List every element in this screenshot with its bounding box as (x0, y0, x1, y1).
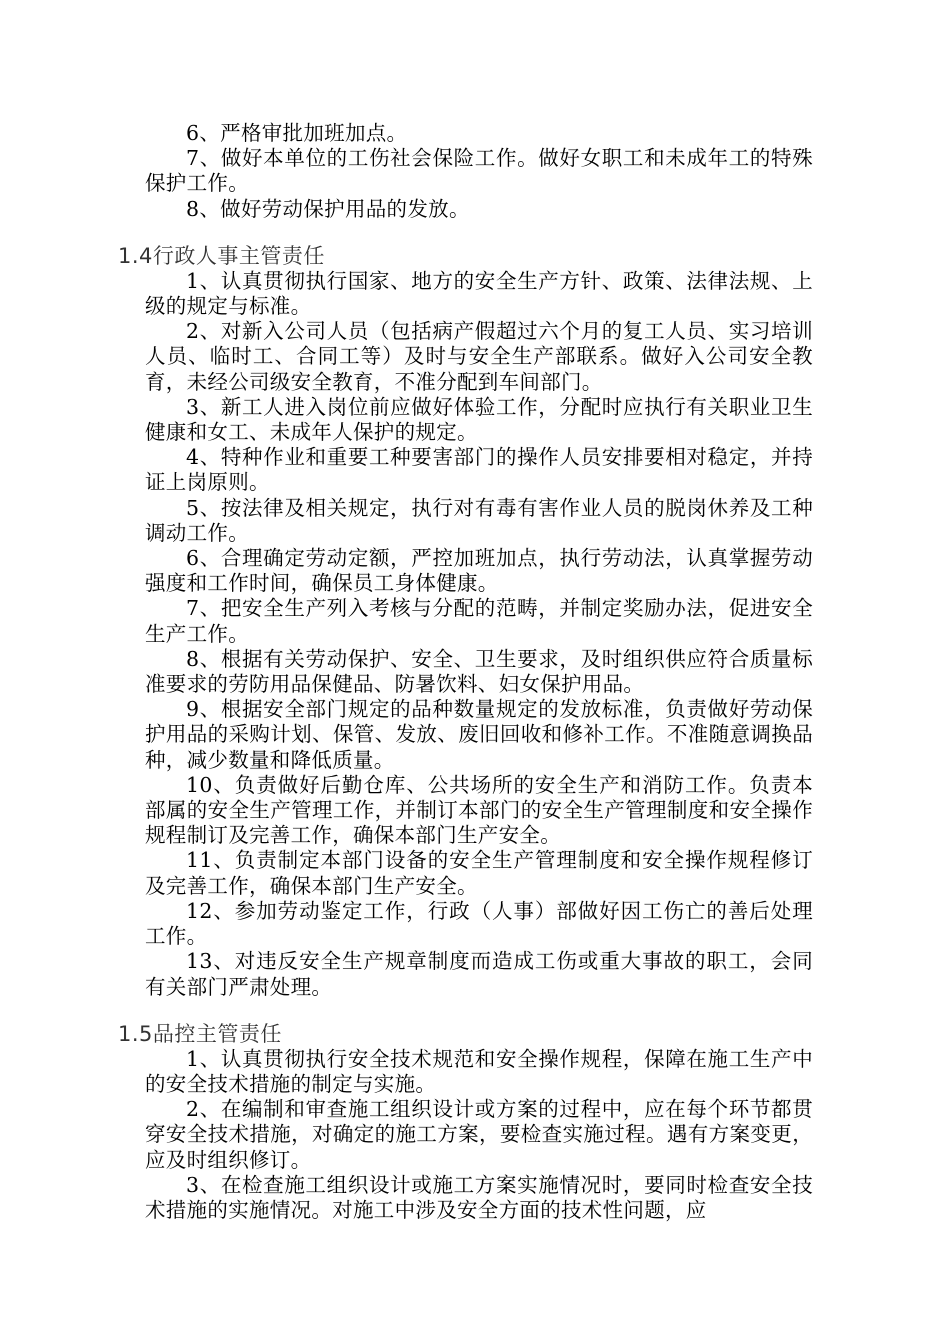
list-item: 2、对新入公司人员（包括病产假超过六个月的复工人员、实习培训人员、临时工、合同工等）及时与安全生产部联系。做好入公司安全教育，未经公司级安全教育，不准分配到车间部门。 (145, 319, 813, 394)
list-item: 10、负责做好后勤仓库、公共场所的安全生产和消防工作。负责本部属的安全生产管理工作，并制订本部门的安全生产管理制度和安全操作规程制订及完善工作，确保本部门生产安全。 (145, 772, 813, 848)
list-item: 4、特种作业和重要工种要害部门的操作人员安排要相对稳定，并持证上岗原则。 (145, 445, 813, 495)
section-heading-1-5: 1.5品控主管责任 (118, 1021, 282, 1046)
list-item: 11、负责制定本部门设备的安全生产管理制度和安全操作规程修订及完善工作，确保本部门生产安全。 (145, 848, 813, 898)
list-item: 9、根据安全部门规定的品种数量规定的发放标准，负责做好劳动保护用品的采购计划、保管、发放、废旧回收和修补工作。不准随意调换品种，减少数量和降低质量。 (145, 697, 813, 772)
list-item: 7、把安全生产列入考核与分配的范畴，并制定奖励办法，促进安全生产工作。 (145, 596, 813, 646)
list-item: 8、根据有关劳动保护、安全、卫生要求，及时组织供应符合质量标准要求的劳防用品保健品、防暑饮料、妇女保护用品。 (145, 646, 813, 697)
list-item: 1、认真贯彻执行安全技术规范和安全操作规程，保障在施工生产中的安全技术措施的制定与实施。 (145, 1046, 813, 1096)
list-item: 1、认真贯彻执行国家、地方的安全生产方针、政策、法律法规、上级的规定与标准。 (145, 268, 813, 319)
document-body (118, 121, 813, 1223)
list-item: 3、新工人进入岗位前应做好体验工作，分配时应执行有关职业卫生健康和女工、未成年人保护的规定。 (145, 394, 813, 445)
list-item: 8、做好劳动保护用品的发放。 (186, 196, 470, 221)
list-item: 6、合理确定劳动定额，严控加班加点，执行劳动法，认真掌握劳动强度和工作时间，确保员工身体健康。 (145, 546, 813, 596)
list-item: 13、对违反安全生产规章制度而造成工伤或重大事故的职工，会同有关部门严肃处理。 (145, 949, 813, 999)
list-item: 6、严格审批加班加点。 (186, 121, 408, 145)
list-item: 2、在编制和审查施工组织设计或方案的过程中，应在每个环节都贯穿安全技术措施，对确定的施工方案，要检查实施过程。遇有方案变更，应及时组织修订。 (145, 1097, 813, 1172)
section-gap (145, 1000, 813, 1021)
list-item: 5、按法律及相关规定，执行对有毒有害作业人员的脱岗休养及工种调动工作。 (145, 495, 813, 545)
section-heading-1-4: 1.4行政人事主管责任 (118, 243, 325, 268)
section-gap (145, 222, 813, 243)
list-item: 12、参加劳动鉴定工作，行政（人事）部做好因工伤亡的善后处理工作。 (145, 898, 813, 949)
list-item: 7、做好本单位的工伤社会保险工作。做好女职工和未成年工的特殊保护工作。 (145, 146, 813, 196)
list-item: 3、在检查施工组织设计或施工方案实施情况时，要同时检查安全技术措施的实施情况。对施工中涉及安全方面的技术性问题，应 (145, 1172, 813, 1222)
